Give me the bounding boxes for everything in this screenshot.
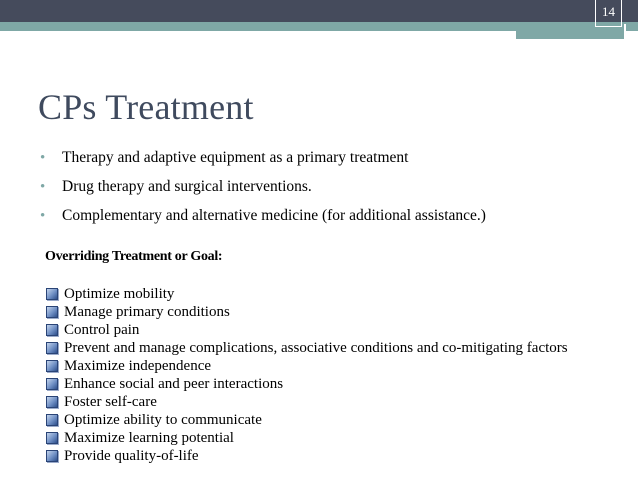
bullet-dot-icon: • <box>40 150 46 166</box>
goal-item <box>46 303 568 321</box>
goal-text: Prevent and manage complications, associative conditions and co-mitigating factors <box>64 340 568 356</box>
bullet-item <box>40 206 486 235</box>
square-bullet-icon <box>46 324 58 336</box>
slide-title: CPs Treatment <box>38 87 254 127</box>
goals-heading: Overriding Treatment or Goal: <box>45 249 223 264</box>
header-edge-line <box>624 24 626 40</box>
square-bullet-icon <box>46 306 58 318</box>
square-bullet-icon <box>46 288 58 300</box>
bullet-text: Therapy and adaptive equipment as a primary treatment <box>62 149 409 166</box>
square-bullet-icon <box>46 450 58 462</box>
bullet-item <box>40 148 486 177</box>
goal-text: Provide quality-of-life <box>64 448 199 464</box>
goal-text: Optimize mobility <box>64 286 175 302</box>
goal-text: Maximize learning potential <box>64 430 234 446</box>
square-bullet-icon <box>46 342 58 354</box>
goal-item <box>46 321 568 339</box>
header-bar <box>0 0 638 22</box>
header-accent-tab <box>516 31 626 39</box>
square-bullet-icon <box>46 378 58 390</box>
square-bullet-icon <box>46 414 58 426</box>
goal-text: Foster self-care <box>64 394 157 410</box>
bullet-list <box>40 148 486 235</box>
bullet-text: Drug therapy and surgical interventions. <box>62 178 312 195</box>
goal-item <box>46 285 568 303</box>
goal-item <box>46 429 568 447</box>
slide-number: 14 <box>595 0 622 27</box>
goals-list <box>46 285 568 465</box>
square-bullet-icon <box>46 396 58 408</box>
goal-item <box>46 357 568 375</box>
square-bullet-icon <box>46 360 58 372</box>
goal-text: Manage primary conditions <box>64 304 230 320</box>
bullet-item <box>40 177 486 206</box>
goal-text: Enhance social and peer interactions <box>64 376 284 392</box>
bullet-dot-icon: • <box>40 179 46 195</box>
goal-text: Control pain <box>64 322 140 338</box>
square-bullet-icon <box>46 432 58 444</box>
goal-text: Optimize ability to communicate <box>64 412 262 428</box>
goal-item <box>46 447 568 465</box>
goal-text: Maximize independence <box>64 358 212 374</box>
goal-item <box>46 375 568 393</box>
goal-item <box>46 411 568 429</box>
bullet-dot-icon: • <box>40 208 46 224</box>
goal-item <box>46 339 568 357</box>
header-accent-bar <box>0 22 638 31</box>
bullet-text: Complementary and alternative medicine (for additional assistance.) <box>62 207 486 224</box>
goal-item <box>46 393 568 411</box>
